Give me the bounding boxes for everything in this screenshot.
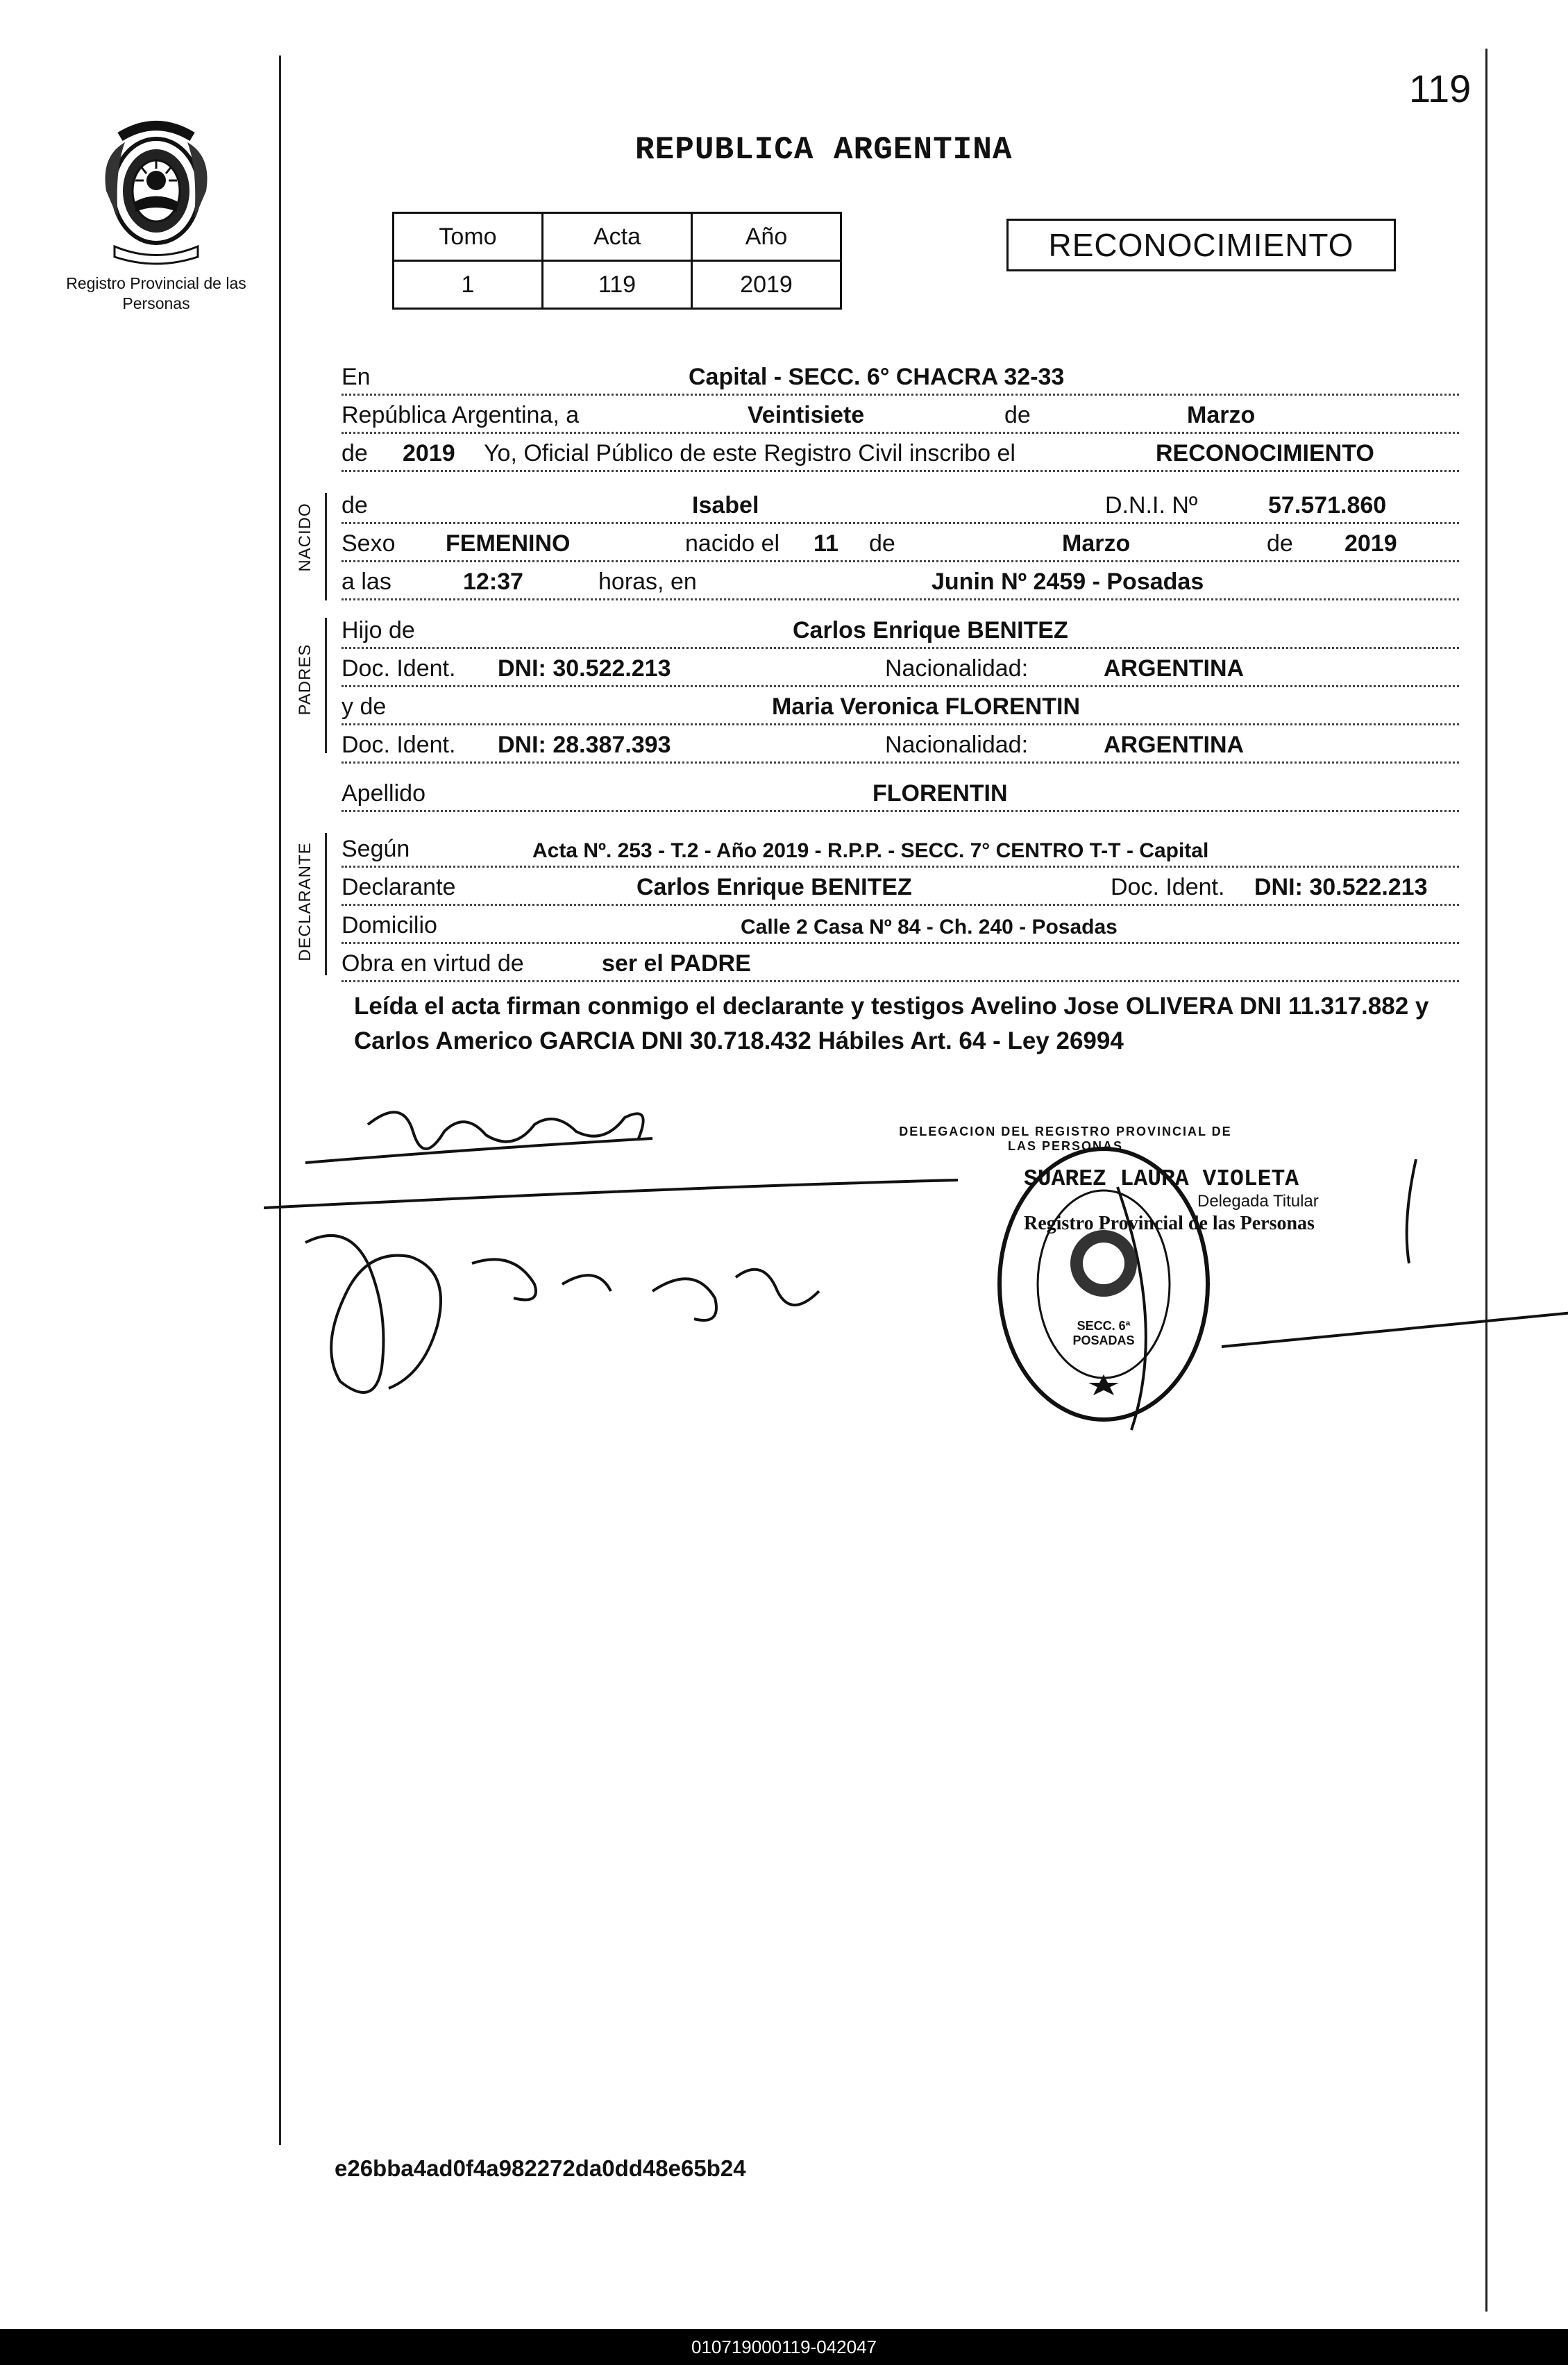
misiones-crest-icon xyxy=(87,115,226,271)
registry-label: Registro Provincial de las Personas xyxy=(66,274,246,312)
de-label-2: de xyxy=(869,530,895,557)
de-label-3: de xyxy=(1267,530,1293,557)
birth-day: 11 xyxy=(813,530,838,557)
doc-label: Doc. Ident. xyxy=(342,655,456,682)
dni-label: D.N.I. Nº xyxy=(1105,492,1198,519)
de-label: de xyxy=(342,492,368,519)
padres-bracket xyxy=(325,618,327,753)
de-label: de xyxy=(1004,402,1031,428)
segun-label: Según xyxy=(342,836,410,862)
hijo-de-label: Hijo de xyxy=(342,617,415,643)
delegate-name: SUAREZ LAURA VIOLETA xyxy=(1024,1166,1299,1192)
declarante-label: DECLARANTE xyxy=(296,842,314,961)
padres-label: PADRES xyxy=(296,643,314,716)
legal-text: Leída el acta firman conmigo el declarante y testigos Avelino Jose OLIVERA DNI 11.317.882 y Carlos Americo GARCIA DNI 30.718.432 Hábiles Art. 64 - Ley 26994 xyxy=(354,993,1429,1054)
child-name: Isabel xyxy=(692,492,759,519)
nacido-bracket xyxy=(325,493,327,600)
inscribo-value: RECONOCIMIENTO xyxy=(1156,440,1374,466)
father-name: Carlos Enrique BENITEZ xyxy=(793,617,1068,643)
domicilio-label: Domicilio xyxy=(342,912,437,939)
page-number: 119 xyxy=(1409,67,1472,110)
father-nationality: ARGENTINA xyxy=(1104,655,1245,682)
row-father xyxy=(342,611,1459,649)
row-father-doc xyxy=(342,649,1459,687)
tomo-value: 1 xyxy=(394,261,543,309)
row-apellido xyxy=(342,774,1459,812)
year-prefix: de xyxy=(342,440,368,466)
row-declarante xyxy=(342,868,1459,906)
obra-value: ser el PADRE xyxy=(602,950,751,977)
declarante-name: Carlos Enrique BENITEZ xyxy=(637,874,912,900)
nacido-el-label: nacido el xyxy=(685,530,780,557)
birth-place: Junin Nº 2459 - Posadas xyxy=(931,569,1204,595)
apellido-label: Apellido xyxy=(342,780,425,807)
y-de-label: y de xyxy=(342,693,387,720)
declarante-signature xyxy=(368,1112,643,1149)
birth-time: 12:37 xyxy=(463,569,523,595)
tomo-header: Tomo xyxy=(394,213,543,261)
nacionalidad-label-2: Nacionalidad: xyxy=(885,732,1029,758)
row-segun xyxy=(342,830,1459,868)
row-domicilio xyxy=(342,906,1459,944)
row-place xyxy=(342,357,1459,396)
acta-header: Acta xyxy=(543,213,692,261)
father-doc: DNI: 30.522.213 xyxy=(498,655,671,682)
row-mother-doc xyxy=(342,725,1459,764)
witness-signature xyxy=(305,1236,819,1392)
registry-logo xyxy=(66,115,246,314)
sexo-label: Sexo xyxy=(342,530,396,557)
day-value: Veintisiete xyxy=(748,402,865,428)
acta-value: 119 xyxy=(543,261,692,309)
segun-value: Acta Nº. 253 - T.2 - Año 2019 - R.P.P. - SECC. 7° CENTRO T-T - Capital xyxy=(532,839,1209,862)
nacido-label: NACIDO xyxy=(296,503,314,572)
row-time xyxy=(342,562,1459,600)
nacionalidad-label: Nacionalidad: xyxy=(885,655,1029,682)
reference-table xyxy=(392,212,842,310)
row-year xyxy=(342,434,1459,472)
inscribo-text: Yo, Oficial Público de este Registro Civil inscribo el xyxy=(484,440,1015,466)
ano-value: 2019 xyxy=(692,261,841,309)
sexo-value: FEMENINO xyxy=(446,530,571,557)
row-date xyxy=(342,396,1459,434)
en-label: En xyxy=(342,364,371,390)
row-birth xyxy=(342,524,1459,562)
mother-nationality: ARGENTINA xyxy=(1104,732,1245,758)
month-value: Marzo xyxy=(1187,402,1256,428)
declarante-field-label: Declarante xyxy=(342,874,456,900)
obra-label: Obra en virtud de xyxy=(342,950,524,977)
row-mother xyxy=(342,687,1459,725)
domicilio-value: Calle 2 Casa Nº 84 - Ch. 240 - Posadas xyxy=(741,916,1118,939)
place-value: Capital - SECC. 6° CHACRA 32-33 xyxy=(689,364,1065,390)
act-type-badge: RECONOCIMIENTO xyxy=(1006,219,1396,271)
apellido-value: FLORENTIN xyxy=(872,780,1008,807)
republica-label: República Argentina, a xyxy=(342,402,580,428)
year-value: 2019 xyxy=(403,440,455,466)
birth-year: 2019 xyxy=(1344,530,1397,557)
row-obra xyxy=(342,944,1459,982)
declarante-doc-label: Doc. Ident. xyxy=(1111,874,1225,900)
seal-inner-text: SECC. 6ª POSADAS xyxy=(1072,1319,1135,1347)
declarante-bracket xyxy=(325,833,327,975)
document-title: REPUBLICA ARGENTINA xyxy=(635,132,1013,168)
seal-ring-text: DELEGACION DEL REGISTRO PROVINCIAL DE LAS PERSONAS xyxy=(899,1125,1232,1153)
footer-barcode-label: 010719000119-042047 xyxy=(0,2329,1568,2365)
child-dni: 57.571.860 xyxy=(1268,492,1387,519)
row-name xyxy=(342,486,1459,524)
delegate-org: Registro Provincial de las Personas xyxy=(1024,1213,1315,1234)
birth-month: Marzo xyxy=(1062,530,1131,557)
declarante-doc: DNI: 30.522.213 xyxy=(1254,874,1428,900)
document-hash: e26bba4ad0f4a982272da0dd48e65b24 xyxy=(335,2155,746,2181)
mother-doc: DNI: 28.387.393 xyxy=(498,732,671,758)
horas-label: horas, en xyxy=(598,569,697,595)
doc-label-2: Doc. Ident. xyxy=(342,732,456,758)
a-las-label: a las xyxy=(342,569,391,595)
delegate-role: Delegada Titular xyxy=(1197,1192,1319,1211)
mother-name: Maria Veronica FLORENTIN xyxy=(772,693,1080,720)
ano-header: Año xyxy=(692,213,841,261)
delegate-block xyxy=(1024,1166,1319,1235)
